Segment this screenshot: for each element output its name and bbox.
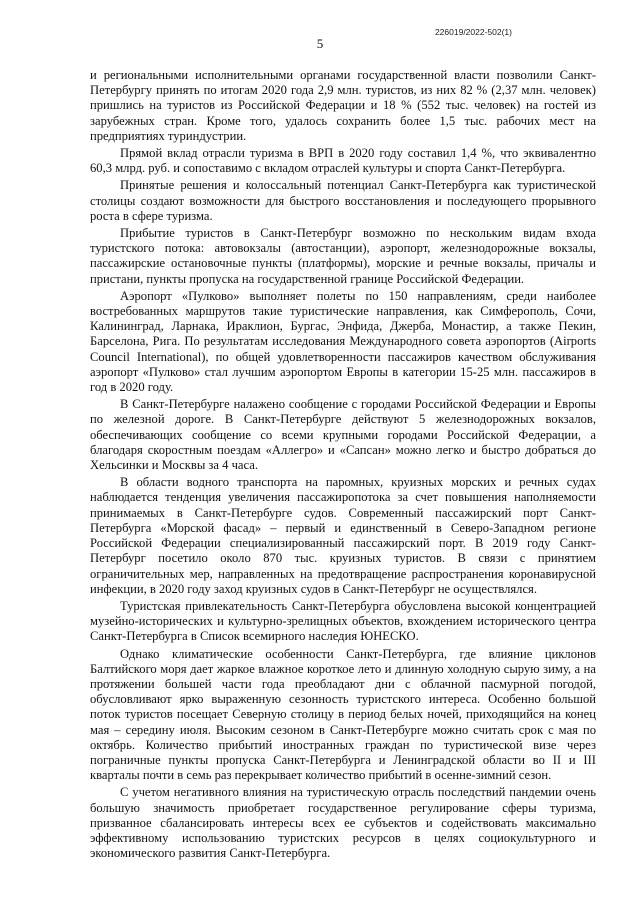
paragraph: Туристская привлекательность Санкт-Петербурга обусловлена высокой концентрацией музейно-исторических и культурно-зрелищных объектов, вхождением исторического центра Санкт-Петербурга в Список всемирного наследия ЮНЕСКО.: [90, 598, 596, 644]
paragraph: Принятые решения и колоссальный потенциал Санкт-Петербурга как туристической столицы создают возможности для быстрого восстановления и последующего прорывного роста в сфере туризма.: [90, 178, 596, 223]
body-text: [90, 68, 596, 863]
paragraph: В области водного транспорта на паромных, круизных морских и речных судах наблюдается тенденция увеличения пассажиропотока за счет повышения наполняемости принимаемых в Санкт-Петербурге судов. Современный пассажирский порт Санкт-Петербурга «Морской фасад» – первый и единственный в Северо-Западном регионе Российской Федерации специализированный пассажирский порт. В 2019 году Санкт-Петербург посетило около 870 тыс. круизных туристов. В связи с принятием ограничительных мер, направленных на предотвращение распространения коронавирусной инфекции, в 2020 году заход круизных судов в Санкт-Петербург не осуществлялся.: [90, 475, 596, 596]
paragraph: Прибытие туристов в Санкт-Петербург возможно по нескольким видам входа туристского потока: автовокзалы (автостанции), аэропорт, железнодорожные вокзалы, пассажирские остановочные пункты (платформы), морские и речные вокзалы, причалы и пристани, пункты пропуска на государственной границе Российской Федерации.: [90, 226, 596, 286]
page-number: 5: [316, 36, 324, 51]
paragraph: Прямой вклад отрасли туризма в ВРП в 2020 году составил 1,4 %, что эквивалентно 60,3 млрд. руб. и сопоставимо с вкладом отраслей культуры и спорта Санкт-Петербурга.: [90, 146, 596, 176]
document-id: 226019/2022-502(1): [434, 27, 512, 37]
paragraph: В Санкт-Петербурге налажено сообщение с городами Российской Федерации и Европы по железной дороге. В Санкт-Петербурге действуют 5 железнодорожных вокзалов, обеспечивающих сообщение со всеми крупными городами Российской Федерации, а благодаря скоростным поездам «Аллегро» и «Сапсан» можно легко и быстро добраться до Хельсинки и Москвы за 4 часа.: [90, 397, 596, 473]
paragraph: С учетом негативного влияния на туристическую отрасль последствий пандемии очень большую значимость приобретает государственное регулирование сферы туризма, призванное сбалансировать интересы всех ее субъектов и содействовать максимально эффективному использованию туристских ресурсов в целях социокультурного и экономического развития Санкт-Петербурга.: [90, 785, 596, 861]
paragraph: Однако климатические особенности Санкт-Петербурга, где влияние циклонов Балтийского моря дает жаркое влажное короткое лето и длинную холодную сырую зиму, а на протяжении большей части года преобладают дни с облачной пасмурной погодой, обусловливают ярко выраженную сезонность туристского интереса. Особенно большой поток туристов посещает Северную столицу в период белых ночей, приходящийся на конец мая – середину июля. Высоким сезоном в Санкт-Петербурге можно считать срок с мая по октябрь. Количество прибытий иностранных граждан по туристической визе через пограничные пункты пропуска Санкт-Петербурга и Ленинградской области во II и III кварталы почти в семь раз перекрывает количество прибытий в осенне-зимний сезон.: [90, 646, 596, 783]
paragraph: Аэропорт «Пулково» выполняет полеты по 150 направлениям, среди наиболее востребованных маршрутов такие туристические направления, как Симферополь, Сочи, Калининград, Ларнака, Ираклион, Бургас, Энфида, Джерба, Монастир, а также Пекин, Барселона, Рига. По результатам исследования Международного совета аэропортов (Airports Council International), по общей удовлетворенности пассажиров качеством обслуживания аэропорт «Пулково» стал лучшим аэропортом Европы в категории 15-25 млн. пассажиров в год в 2020 году.: [90, 288, 596, 395]
paragraph-continued: и региональными исполнительными органами государственной власти позволили Санкт-Петербургу принять по итогам 2020 года 2,9 млн. туристов, из них 82 % (2,37 млн. человек) пришлись на туристов из Российской Федерации и 18 % (552 тыс. человек) на гостей из зарубежных стран. Кроме того, удалось сохранить более 1,5 тыс. рабочих мест на предприятиях туриндустрии.: [90, 68, 596, 143]
